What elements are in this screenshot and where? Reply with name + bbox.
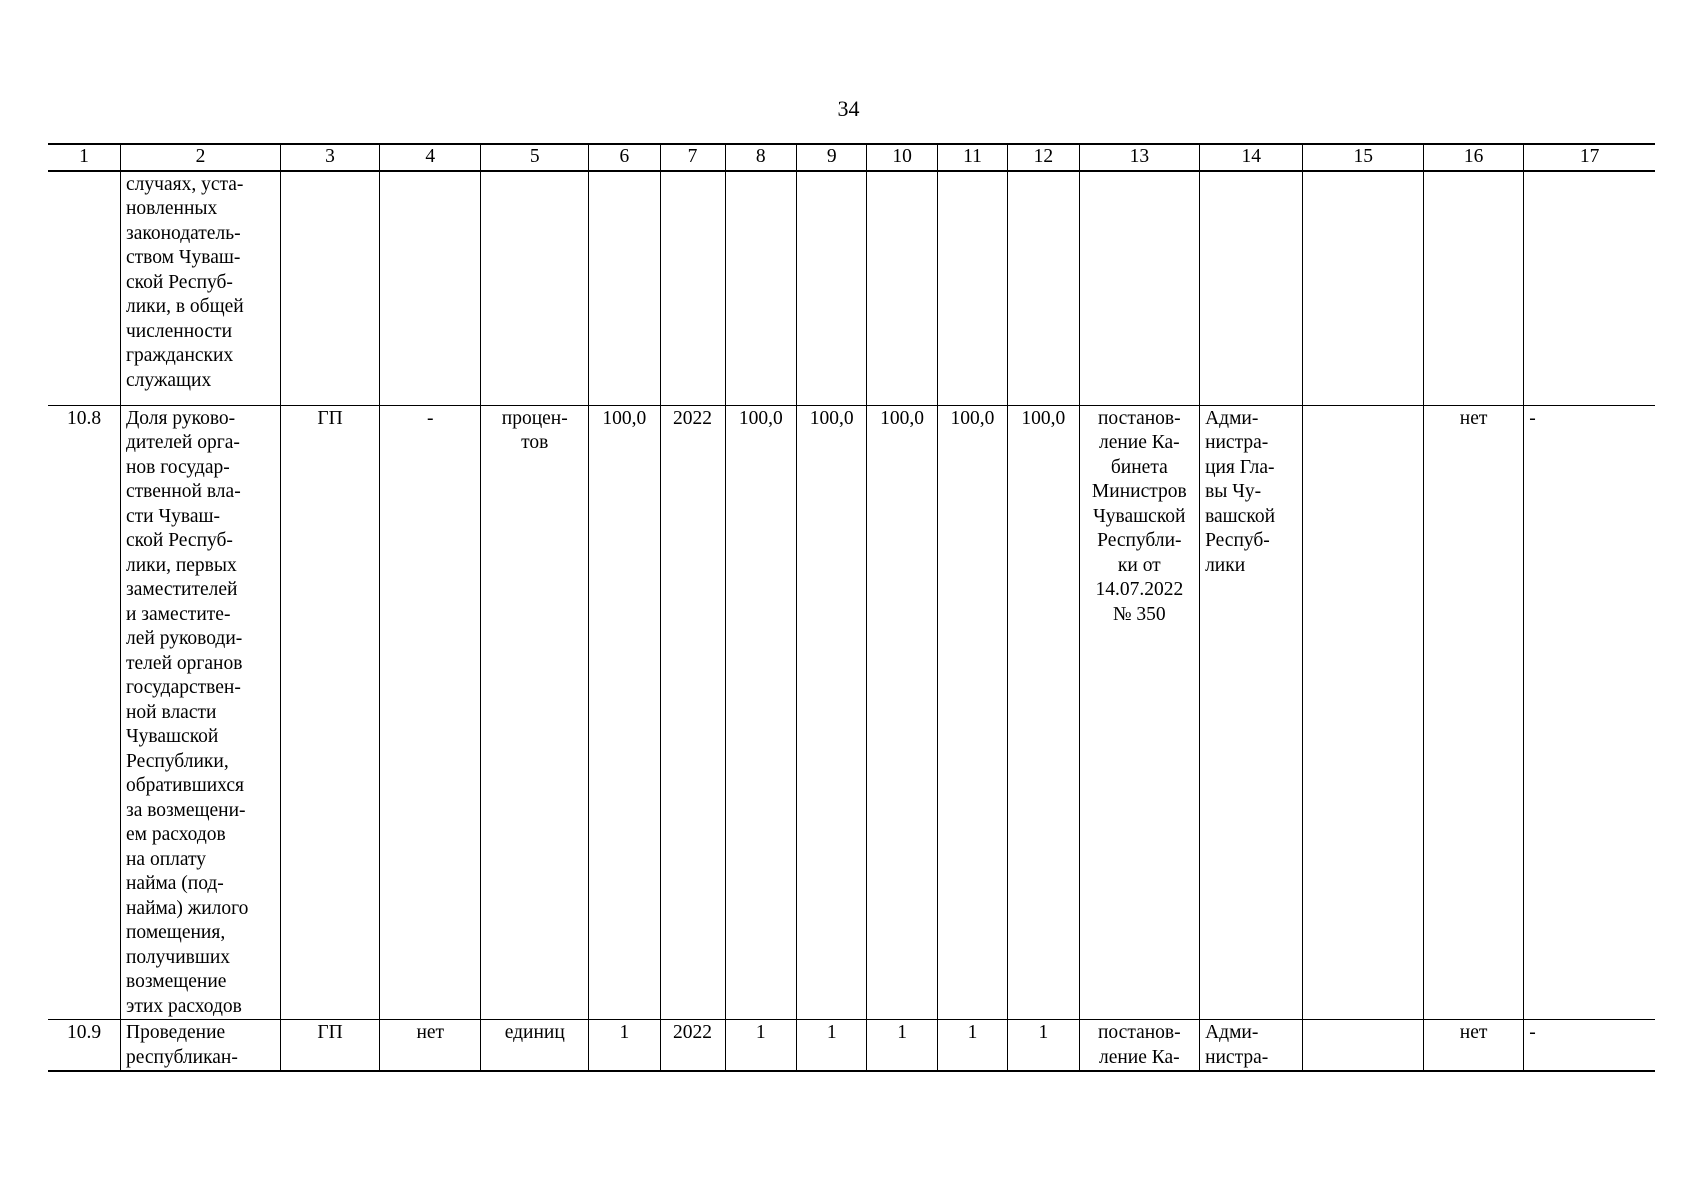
column-header: 16 <box>1423 144 1523 171</box>
indicator-type-cell: ГП <box>280 405 379 1020</box>
value-cell: 100,0 <box>1008 405 1079 1020</box>
table-cell <box>1303 405 1423 1020</box>
column-header: 2 <box>121 144 281 171</box>
table-row-10-9 <box>48 1020 1655 1072</box>
column-header: 17 <box>1524 144 1655 171</box>
responsible-cell: Адми- нистра- ция Гла- вы Чу- вашской Респуб- лики <box>1200 405 1303 1020</box>
table-cell <box>797 171 867 406</box>
value-cell: 100,0 <box>867 405 937 1020</box>
table-cell <box>867 171 937 406</box>
column-header: 7 <box>660 144 725 171</box>
page-number: 34 <box>837 96 860 121</box>
table-cell <box>280 171 379 406</box>
table-cell <box>725 171 796 406</box>
table-cell: нет <box>380 1020 481 1072</box>
column-header: 3 <box>280 144 379 171</box>
value-cell: 1 <box>725 1020 796 1072</box>
column-header: 8 <box>725 144 796 171</box>
unit-cell: единиц <box>481 1020 589 1072</box>
table-cell <box>380 171 481 406</box>
responsible-cell: Адми- нистра- <box>1200 1020 1303 1072</box>
table-row-continuation <box>48 171 1655 406</box>
table-cell <box>589 171 660 406</box>
table-cell: нет <box>1423 1020 1523 1072</box>
column-header: 11 <box>937 144 1007 171</box>
data-table <box>48 143 1655 1072</box>
row-number-cell: 10.8 <box>48 405 121 1020</box>
table-cell <box>1303 171 1423 406</box>
document-cell: постанов- ление Ка- бинета Министров Чувашской Республи- ки от 14.07.2022 № 350 <box>1079 405 1199 1020</box>
table-cell: - <box>1524 405 1655 1020</box>
table-cell <box>1079 171 1199 406</box>
row-number-cell: 10.9 <box>48 1020 121 1072</box>
column-header: 1 <box>48 144 121 171</box>
value-cell: 100,0 <box>937 405 1007 1020</box>
table-cell <box>660 171 725 406</box>
table-cell: - <box>380 405 481 1020</box>
row-number-cell <box>48 171 121 406</box>
value-cell: 1 <box>867 1020 937 1072</box>
table-cell <box>1423 171 1523 406</box>
document-cell: постанов- ление Ка- <box>1079 1020 1199 1072</box>
column-header: 13 <box>1079 144 1199 171</box>
column-header: 9 <box>797 144 867 171</box>
unit-cell: процен- тов <box>481 405 589 1020</box>
value-cell: 100,0 <box>797 405 867 1020</box>
year-cell: 2022 <box>660 405 725 1020</box>
indicator-name-cell: случаях, уста- новленных законодатель- ством Чуваш- ской Респуб- лики, в общей численности гражданских служащих <box>121 171 281 406</box>
table-header-row <box>48 144 1655 171</box>
table-cell <box>1008 171 1079 406</box>
value-cell: 1 <box>797 1020 867 1072</box>
value-cell: 100,0 <box>589 405 660 1020</box>
table-cell <box>937 171 1007 406</box>
table-row-10-8 <box>48 405 1655 1020</box>
table-cell <box>1524 171 1655 406</box>
table-cell <box>1200 171 1303 406</box>
indicator-type-cell: ГП <box>280 1020 379 1072</box>
value-cell: 1 <box>589 1020 660 1072</box>
year-cell: 2022 <box>660 1020 725 1072</box>
column-header: 15 <box>1303 144 1423 171</box>
table-cell: нет <box>1423 405 1523 1020</box>
value-cell: 1 <box>1008 1020 1079 1072</box>
table-cell <box>481 171 589 406</box>
indicator-name-cell: Проведение республикан- <box>121 1020 281 1072</box>
column-header: 6 <box>589 144 660 171</box>
column-header: 14 <box>1200 144 1303 171</box>
column-header: 5 <box>481 144 589 171</box>
column-header: 12 <box>1008 144 1079 171</box>
column-header: 4 <box>380 144 481 171</box>
table-cell <box>1303 1020 1423 1072</box>
table-cell: - <box>1524 1020 1655 1072</box>
column-header: 10 <box>867 144 937 171</box>
value-cell: 100,0 <box>725 405 796 1020</box>
indicator-name-cell: Доля руково- дителей орга- нов государ- ственной вла- сти Чуваш- ской Респуб- лики, первых заместителей и заместите- лей руководи- телей органов государствен- ной власти Чувашской Республики, обратившихся за возмещени- ем расходов на оплату найма (под- найма) жилого помещения, получивших возмещение этих расходов <box>121 405 281 1020</box>
value-cell: 1 <box>937 1020 1007 1072</box>
